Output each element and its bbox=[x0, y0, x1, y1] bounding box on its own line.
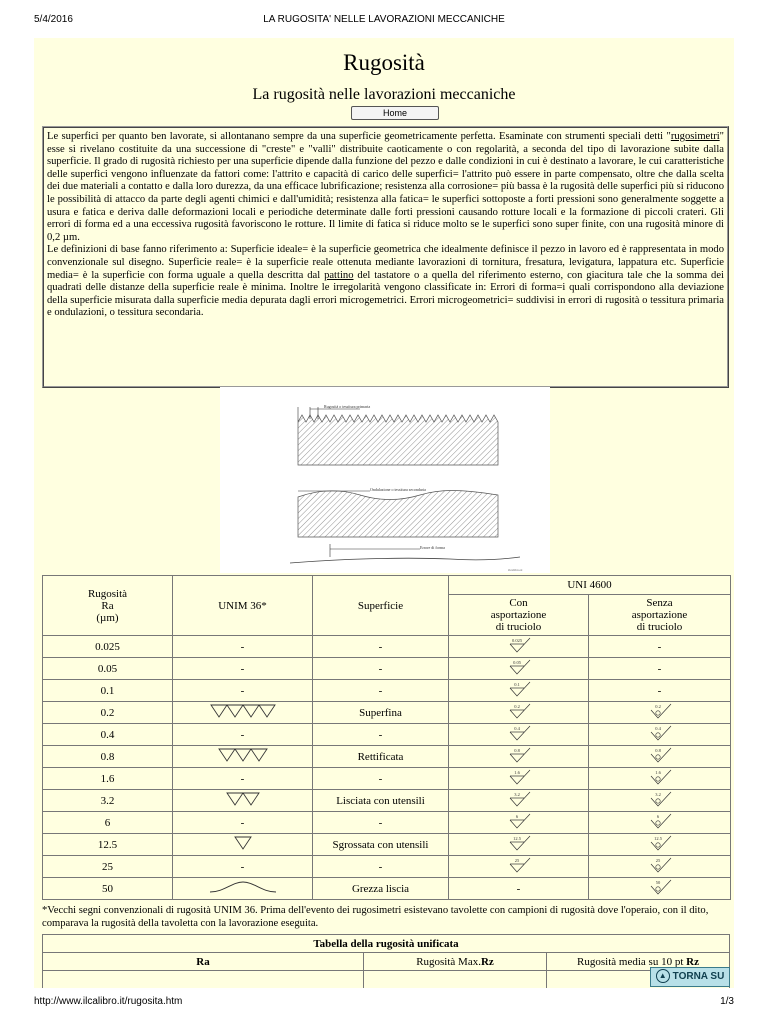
symbol-value: 0.8 bbox=[654, 748, 661, 753]
table-row bbox=[43, 746, 731, 768]
cell-con bbox=[449, 702, 589, 724]
no-machining-symbol-icon bbox=[645, 856, 675, 874]
cell-senza: - bbox=[589, 636, 731, 658]
header-con bbox=[449, 595, 589, 636]
header-con-l1: Con bbox=[509, 597, 528, 609]
no-machining-symbol-icon bbox=[645, 834, 675, 852]
table-row bbox=[43, 658, 731, 680]
cell-ra: 3.2 bbox=[43, 790, 173, 812]
waviness-profile bbox=[298, 487, 498, 537]
cell-ra: 0.2 bbox=[43, 702, 173, 724]
paragraph-2 bbox=[47, 244, 724, 320]
no-machining-symbol-icon bbox=[645, 746, 675, 764]
triangle-symbol-icon bbox=[208, 835, 278, 851]
wave-symbol-icon bbox=[208, 879, 278, 895]
table-row bbox=[43, 878, 731, 900]
paragraph-1-text-b: " esse si rivelano costituite da una successione di "creste" e "valli" distribuite caoticamente o con regolarità, a seconda del tipo di lavorazione subite dalla superficie. Il grado di rugosità richiesto per una superficie dipende dalla funzione del pezzo e dalle condizioni in cui è destinato a lavorare, le cui caratteristiche delle superfici vengono influenzate da fattori come: l'attrito e capacità di carico delle superfici= l'attrito può essere in parte compensato, oltre che dalla scelta dei due materiali a contatto e dalla loro durezza, da una efficace lubrificazione; resistenza alla corrosione= più bassa è la rugosità delle superfici più si riducono le possibilità di attacco da parte degli agenti chimici e dall'umidità; resistenza alla fatica= le superfici sottoposte a forti pressioni sono generalmente soggette a usura e fatica e deriva dalle deformazioni locali e periodiche determinate dalle forti pressioni causando rotture locali e la formazione di piccoli crateri. Gli errori di forma ed a una eccessiva rugosità favoriscono le rotture. Il limite di fatica si riduce molto se le superfici sono super finite, con una rugosità minore di 0,2 µm. bbox=[47, 131, 724, 243]
cell-con: - bbox=[449, 878, 589, 900]
cell-ra: 1.6 bbox=[43, 768, 173, 790]
cell-senza bbox=[589, 856, 731, 878]
symbol-value: 1.6 bbox=[654, 770, 661, 775]
cell-con bbox=[449, 680, 589, 702]
unified-col-rz-max-bold: Rz bbox=[480, 955, 494, 968]
machining-symbol-icon bbox=[504, 768, 534, 786]
intro-text-box bbox=[42, 126, 729, 388]
machining-symbol-icon bbox=[504, 834, 534, 852]
cell-superficie: Grezza liscia bbox=[313, 878, 449, 900]
cell-unim: - bbox=[173, 680, 313, 702]
table-row bbox=[43, 790, 731, 812]
header-unim: UNIM 36* bbox=[173, 576, 313, 636]
paragraph-1 bbox=[47, 131, 724, 244]
machining-symbol-icon bbox=[504, 856, 534, 874]
header-senza-l3: di truciolo bbox=[636, 621, 683, 633]
cell-con bbox=[449, 768, 589, 790]
cell-superficie: - bbox=[313, 636, 449, 658]
form-error-profile bbox=[290, 544, 523, 572]
pattino-link[interactable]: pattino bbox=[324, 269, 354, 281]
unified-col-rz-10pt-text: Rugosità media su 10 pt bbox=[577, 955, 687, 968]
cell-ra: 50 bbox=[43, 878, 173, 900]
no-machining-symbol-icon bbox=[645, 878, 675, 896]
machining-symbol-icon bbox=[504, 636, 534, 654]
cell-superficie: - bbox=[313, 724, 449, 746]
table-row bbox=[43, 856, 731, 878]
cell-con bbox=[449, 746, 589, 768]
table-row bbox=[43, 812, 731, 834]
cell-ra: 0.8 bbox=[43, 746, 173, 768]
cell-con bbox=[449, 724, 589, 746]
cell-senza bbox=[589, 812, 731, 834]
machining-symbol-icon bbox=[504, 790, 534, 808]
cell-unim bbox=[173, 746, 313, 768]
cell-senza bbox=[589, 790, 731, 812]
print-doc-title: LA RUGOSITA' NELLE LAVORAZIONI MECCANICHE bbox=[263, 14, 505, 25]
cell-unim: - bbox=[173, 768, 313, 790]
cell-unim: - bbox=[173, 658, 313, 680]
cell-senza bbox=[589, 768, 731, 790]
header-con-l2: asportazione bbox=[490, 609, 547, 621]
symbol-value: 12.5 bbox=[512, 836, 521, 841]
page-title: Rugosità bbox=[343, 50, 425, 75]
roughness-table bbox=[42, 575, 731, 900]
paragraph-2-text-a: Le definizioni di base fanno riferimento a: Superficie ideale= è la superficie geometrica che idealmente definisce il pezzo in lavoro ed è rappresentata in modo convenzionale sul disegno. Superficie reale= è la superficie reale ottenuta mediante lavorazioni di tornitura, fresatura, levigatura, lappatura etc. Superficie media= è la superficie con forma uguale a quella descritta dal bbox=[47, 244, 724, 281]
triangle-symbol-icon bbox=[208, 747, 278, 763]
no-machining-symbol-icon bbox=[645, 768, 675, 786]
no-machining-symbol-icon bbox=[645, 724, 675, 742]
symbol-value: 0.025 bbox=[511, 638, 522, 643]
machining-symbol-icon bbox=[504, 746, 534, 764]
cell-superficie: Superfina bbox=[313, 702, 449, 724]
cell-superficie: - bbox=[313, 680, 449, 702]
unified-empty-cell bbox=[364, 971, 547, 989]
symbol-value: 0.2 bbox=[654, 704, 661, 709]
print-date: 5/4/2016 bbox=[34, 14, 73, 25]
symbol-value: 12.5 bbox=[653, 836, 662, 841]
unified-empty-cell bbox=[43, 971, 364, 989]
paragraph-1-text-a: Le superfici per quanto ben lavorate, si allontanano sempre da una superficie geometricamente perfetta. Esaminate con strumenti speciali detti " bbox=[47, 131, 671, 142]
page-subtitle: La rugosità nelle lavorazioni meccaniche bbox=[252, 86, 516, 103]
unim-note: *Vecchi segni convenzionali di rugosità UNIM 36. Prima dell'evento dei rugosimetri esistevano tavolette con campioni di rugosità dove l'operaio, con il dito, comparava la rugosità della tavoletta con la lavorazione eseguita. bbox=[42, 905, 709, 929]
cell-unim bbox=[173, 790, 313, 812]
cell-senza bbox=[589, 724, 731, 746]
unified-table-caption: Tabella della rugosità unificata bbox=[43, 935, 730, 953]
symbol-value: 0.1 bbox=[513, 682, 520, 687]
cell-unim: - bbox=[173, 724, 313, 746]
symbol-value: 6 bbox=[656, 814, 659, 819]
cell-unim bbox=[173, 702, 313, 724]
torna-su-button[interactable] bbox=[650, 967, 730, 987]
cell-unim: - bbox=[173, 856, 313, 878]
header-uni-4600: UNI 4600 bbox=[449, 576, 731, 595]
header-ra-l2: Ra bbox=[101, 599, 114, 612]
rugosimetri-link[interactable]: rugosimetri bbox=[670, 131, 720, 142]
header-senza bbox=[589, 595, 731, 636]
up-arrow-icon: ▲ bbox=[656, 969, 670, 983]
header-superficie: Superficie bbox=[313, 576, 449, 636]
cell-superficie: - bbox=[313, 658, 449, 680]
header-ra bbox=[43, 576, 173, 636]
roughness-diagram bbox=[220, 387, 550, 573]
no-machining-symbol-icon bbox=[645, 702, 675, 720]
cell-con bbox=[449, 856, 589, 878]
paragraph-2-text-b: del tastatore o a quella del riferimento esterno, con giacitura tale che la somma dei quadrati delle distanze della superficie reale è minima. Inoltre le irregolarità vengono classificate in: Errori di forma=i quali corrispondono alla deviazione della superficie misurata dalla superficie media depurata dagli errori microgemetrici. Errori microgeometrici= suddivisi in errori di rugosità o tessitura primaria e ondulazioni, o tessitura secondaria. bbox=[47, 269, 724, 319]
no-machining-symbol-icon bbox=[645, 812, 675, 830]
table-row bbox=[43, 680, 731, 702]
machining-symbol-icon bbox=[504, 812, 534, 830]
machining-symbol-icon bbox=[504, 702, 534, 720]
cell-con bbox=[449, 834, 589, 856]
cell-unim: - bbox=[173, 636, 313, 658]
unified-roughness-table bbox=[42, 934, 730, 988]
cell-superficie: Sgrossata con utensili bbox=[313, 834, 449, 856]
cell-senza: - bbox=[589, 658, 731, 680]
cell-senza: - bbox=[589, 680, 731, 702]
cell-ra: 0.1 bbox=[43, 680, 173, 702]
cell-ra: 6 bbox=[43, 812, 173, 834]
torna-su-label: TORNA SU bbox=[672, 971, 725, 982]
cell-superficie: Rettificata bbox=[313, 746, 449, 768]
symbol-value: 0.4 bbox=[513, 726, 520, 731]
machining-symbol-icon bbox=[504, 658, 534, 676]
symbol-value: 0.2 bbox=[513, 704, 520, 709]
cell-ra: 0.025 bbox=[43, 636, 173, 658]
unified-col-rz-max bbox=[364, 953, 547, 971]
symbol-value: 3.2 bbox=[654, 792, 661, 797]
cell-superficie: Lisciata con utensili bbox=[313, 790, 449, 812]
unified-col-ra: Ra bbox=[43, 953, 364, 971]
header-ra-l1: Rugosità bbox=[87, 587, 128, 600]
diagram-label-2: Ondulazione o tessitura secondaria bbox=[370, 487, 426, 492]
no-machining-symbol-icon bbox=[645, 790, 675, 808]
print-url: http://www.ilcalibro.it/rugosita.htm bbox=[34, 996, 183, 1007]
cell-ra: 0.4 bbox=[43, 724, 173, 746]
machining-symbol-icon bbox=[504, 724, 534, 742]
header-ra-l3: (µm) bbox=[96, 611, 119, 624]
unified-col-rz-10pt-bold: Rz bbox=[686, 955, 699, 968]
table-row bbox=[43, 702, 731, 724]
diagram-label-1: Rugosità o tessitura primaria bbox=[324, 404, 371, 409]
symbol-value: 0.05 bbox=[512, 660, 521, 665]
cell-senza bbox=[589, 702, 731, 724]
print-page-number: 1/3 bbox=[720, 996, 734, 1007]
cell-superficie: - bbox=[313, 812, 449, 834]
symbol-value: 3.2 bbox=[513, 792, 520, 797]
cell-unim bbox=[173, 834, 313, 856]
symbol-value: 25 bbox=[514, 858, 519, 863]
cell-unim: - bbox=[173, 812, 313, 834]
unified-col-rz-max-text: Rugosità Max. bbox=[416, 955, 481, 968]
symbol-value: 50 bbox=[655, 880, 660, 885]
symbol-value: 25 bbox=[655, 858, 660, 863]
cell-con bbox=[449, 636, 589, 658]
machining-symbol-icon bbox=[504, 680, 534, 698]
table-row bbox=[43, 636, 731, 658]
header-con-l3: di truciolo bbox=[495, 621, 542, 633]
header-senza-l2: asportazione bbox=[631, 609, 688, 621]
cell-con bbox=[449, 812, 589, 834]
home-button[interactable]: Home bbox=[351, 106, 439, 120]
header-senza-l1: Senza bbox=[646, 597, 673, 609]
symbol-value: 1.6 bbox=[513, 770, 520, 775]
cell-superficie: - bbox=[313, 856, 449, 878]
table-row bbox=[43, 724, 731, 746]
triangle-symbol-icon bbox=[208, 703, 278, 719]
cell-senza bbox=[589, 746, 731, 768]
cell-superficie: - bbox=[313, 768, 449, 790]
table-row bbox=[43, 768, 731, 790]
triangle-symbol-icon bbox=[208, 791, 278, 807]
table-row bbox=[43, 834, 731, 856]
cell-ra: 0.05 bbox=[43, 658, 173, 680]
primary-roughness-profile bbox=[298, 404, 498, 465]
page-content bbox=[34, 38, 734, 988]
symbol-value: 0.8 bbox=[513, 748, 520, 753]
cell-ra: 25 bbox=[43, 856, 173, 878]
cell-unim bbox=[173, 878, 313, 900]
cell-senza bbox=[589, 834, 731, 856]
cell-con bbox=[449, 790, 589, 812]
cell-ra: 12.5 bbox=[43, 834, 173, 856]
cell-senza bbox=[589, 878, 731, 900]
diagram-label-3: Errore di forma bbox=[420, 545, 445, 550]
symbol-value: 6 bbox=[515, 814, 518, 819]
symbol-value: 0.4 bbox=[654, 726, 661, 731]
cell-con bbox=[449, 658, 589, 680]
diagram-credit: ilcalibro.it bbox=[508, 568, 523, 572]
